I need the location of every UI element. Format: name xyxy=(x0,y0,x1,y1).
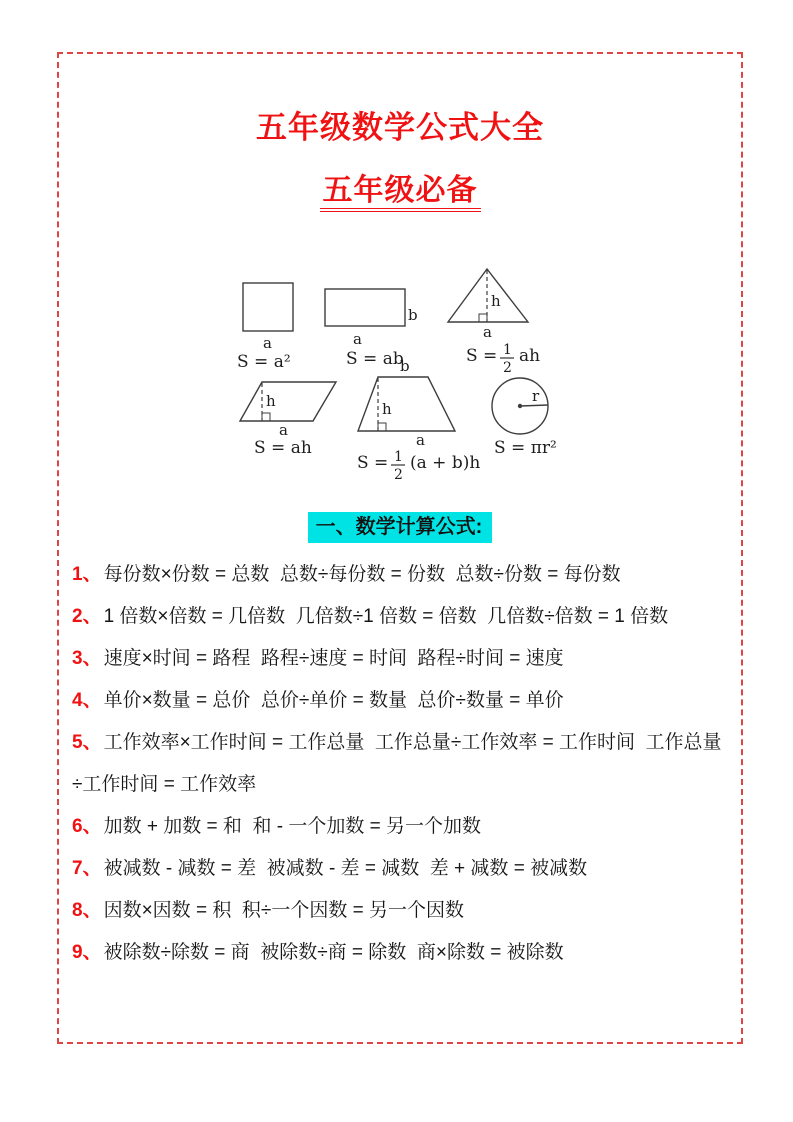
formula-item-text: 单价×数量 = 总价 总价÷单价 = 数量 总价÷数量 = 单价 xyxy=(103,690,564,711)
figure-circle xyxy=(492,378,557,458)
trapezoid-formula-suffix: (a + b)h xyxy=(410,453,481,473)
square-formula: S = a² xyxy=(237,352,291,372)
rectangle-formula: S = ab xyxy=(346,349,404,369)
section-heading: 一、数学计算公式: xyxy=(308,512,493,543)
triangle-frac-numerator: 1 xyxy=(503,342,512,358)
formula-item-number: 5、 xyxy=(72,732,102,753)
formula-item-number: 8、 xyxy=(72,900,102,921)
formula-item xyxy=(72,680,725,722)
rectangle-side-label: b xyxy=(408,306,418,324)
formula-item-text: 速度×时间 = 路程 路程÷速度 = 时间 路程÷时间 = 速度 xyxy=(103,648,564,669)
triangle-right-angle-mark xyxy=(479,314,487,322)
trapezoid-top-label: b xyxy=(400,357,410,375)
circle-formula: S = πr² xyxy=(494,438,557,458)
section-heading-row xyxy=(57,512,743,543)
trapezoid-base-label: a xyxy=(416,431,425,449)
parallelogram-shape xyxy=(240,382,336,421)
parallelogram-formula: S = ah xyxy=(254,438,312,458)
trapezoid-height-label: h xyxy=(382,400,392,418)
page-title: 五年级数学公式大全 xyxy=(256,110,544,145)
formula-item-text: 加数 + 加数 = 和 和 - 一个加数 = 另一个加数 xyxy=(103,816,481,837)
formula-list xyxy=(72,554,725,974)
figure-parallelogram xyxy=(240,382,336,458)
formula-item xyxy=(72,596,725,638)
triangle-formula-prefix: S = xyxy=(466,346,498,366)
formula-item-text: 每份数×份数 = 总数 总数÷每份数 = 份数 总数÷份数 = 每份数 xyxy=(103,564,621,585)
formula-item-text: 因数×因数 = 积 积÷一个因数 = 另一个因数 xyxy=(103,900,464,921)
formula-item xyxy=(72,554,725,596)
formula-item-number: 1、 xyxy=(72,564,102,585)
formula-item xyxy=(72,848,725,890)
parallelogram-right-angle-mark xyxy=(262,413,270,421)
figure-triangle xyxy=(448,269,540,376)
trapezoid-formula-prefix: S = xyxy=(357,453,389,473)
formula-item xyxy=(72,806,725,848)
trapezoid-shape xyxy=(358,377,455,431)
parallelogram-base-label: a xyxy=(279,421,288,439)
page-content xyxy=(57,52,743,974)
formula-item-number: 3、 xyxy=(72,648,102,669)
geometry-figures xyxy=(200,254,600,484)
formula-item-text: 被减数 - 减数 = 差 被减数 - 差 = 减数 差 + 减数 = 被减数 xyxy=(103,858,588,879)
rectangle-shape xyxy=(325,289,405,326)
formula-item xyxy=(72,932,725,974)
triangle-formula-suffix: ah xyxy=(519,346,541,366)
trapezoid-right-angle-mark xyxy=(378,423,386,431)
formula-item-text: 被除数÷除数 = 商 被除数÷商 = 除数 商×除数 = 被除数 xyxy=(103,942,564,963)
triangle-height-label: h xyxy=(491,292,501,310)
circle-radius-label: r xyxy=(532,387,540,405)
formula-item-number: 9、 xyxy=(72,942,102,963)
subtitle-row xyxy=(57,176,743,212)
formula-item-number: 7、 xyxy=(72,858,102,879)
formula-item-text: 1 倍数×倍数 = 几倍数 几倍数÷1 倍数 = 倍数 几倍数÷倍数 = 1 倍数 xyxy=(103,606,669,627)
triangle-frac-denominator: 2 xyxy=(503,360,512,376)
trapezoid-frac-denominator: 2 xyxy=(394,467,403,483)
square-shape xyxy=(243,283,293,331)
formula-item-text: 工作效率×工作时间 = 工作总量 工作总量÷工作效率 = 工作时间 工作总量÷工作时间 = 工作效率 xyxy=(72,732,722,795)
formula-item-number: 4、 xyxy=(72,690,102,711)
trapezoid-frac-numerator: 1 xyxy=(394,449,403,465)
formula-item xyxy=(72,890,725,932)
formula-item xyxy=(72,638,725,680)
figure-trapezoid xyxy=(357,357,480,483)
square-side-label: a xyxy=(263,334,272,352)
circle-radius-line xyxy=(520,405,548,406)
formula-item-number: 2、 xyxy=(72,606,102,627)
page-subtitle: 五年级必备 xyxy=(320,176,481,212)
triangle-base-label: a xyxy=(483,323,492,341)
rectangle-base-label: a xyxy=(353,330,362,348)
parallelogram-height-label: h xyxy=(266,392,276,410)
formula-item-number: 6、 xyxy=(72,816,102,837)
formula-item xyxy=(72,722,725,806)
triangle-shape xyxy=(448,269,528,322)
figure-square xyxy=(237,283,293,372)
